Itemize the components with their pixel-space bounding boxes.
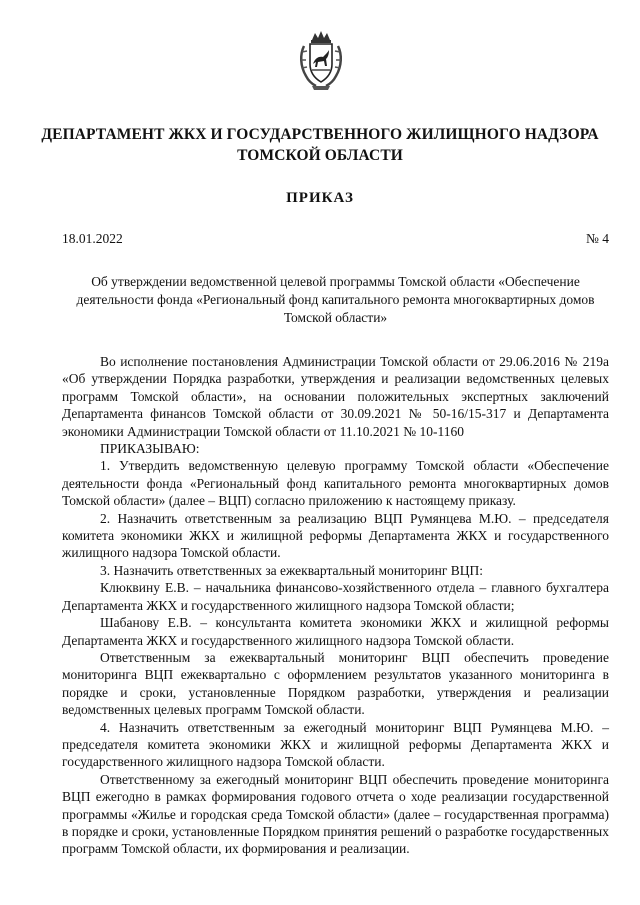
paragraph: 2. Назначить ответственным за реализацию ВЦП Румянцева М.Ю. – председателя комитета экономики ЖКХ и жилищной реформы Департамента ЖКХ и государственного жилищного надзора Томской области. (62, 510, 609, 561)
order-body (62, 353, 609, 858)
department-title: ДЕПАРТАМЕНТ ЖКХ И ГОСУДАРСТВЕННОГО ЖИЛИЩНОГО НАДЗОРА ТОМСКОЙ ОБЛАСТИ (41, 126, 599, 164)
order-number: № 4 (585, 231, 609, 246)
order-subject: Об утверждении ведомственной целевой программы Томской области «Обеспечение деятельности фонда «Региональный фонд капитального ремонта многоквартирных домов Томской области» (76, 274, 595, 325)
paragraph: Шабанову Е.В. – консультанта комитета экономики ЖКХ и жилищной реформы Департамента ЖКХ и государственного жилищного надзора Томской области. (62, 615, 609, 648)
paragraph: 3. Назначить ответственных за ежеквартальный мониторинг ВЦП: (100, 562, 484, 578)
paragraph: ПРИКАЗЫВАЮ: (100, 441, 200, 457)
coat-of-arms-icon (298, 30, 344, 92)
paragraph: Во исполнение постановления Администрации Томской области от 29.06.2016 № 219а «Об утверждении Порядка разработки, утверждения и реализации ведомственных целевых программ Томской области», на основании положительных экспертных заключений Департамента финансов Томской области от 30.09.2021 № 50-16/15-317 и Департамента экономики Администрации Томской области от 11.10.2021 № 10-1160 (62, 354, 609, 439)
paragraph: 4. Назначить ответственным за ежегодный мониторинг ВЦП Румянцева М.Ю. – председателя комитета экономики ЖКХ и жилищной реформы Департамента ЖКХ и государственного жилищного надзора Томской области. (62, 719, 609, 770)
paragraph: Ответственному за ежегодный мониторинг ВЦП обеспечить проведение мониторинга ВЦП ежегодно в рамках формирования годового отчета о ходе реализации государственной программы «Жилье и городская среда Томской области» (далее – государственная программа) в порядке и сроки, установленные Порядком принятия решений о разработке государственных программ Томской области, их формирования и реализации. (62, 771, 609, 857)
paragraph: 1. Утвердить ведомственную целевую программу Томской области «Обеспечение деятельности фонда «Региональный фонд капитального ремонта многоквартирных домов Томской области» (далее – ВЦП) согласно приложению к настоящему приказу. (62, 458, 609, 509)
paragraph: Ответственным за ежеквартальный мониторинг ВЦП обеспечить проведение мониторинга ВЦП ежеквартально с оформлением результатов указанного мониторинга в порядке и сроки, установленные Порядком разработки, утверждения и реализации ведомственных целевых программ Томской области. (62, 649, 609, 718)
paragraph: Клюквину Е.В. – начальника финансово-хозяйственного отдела – главного бухгалтера Департамента ЖКХ и государственного жилищного надзора Томской области; (62, 580, 609, 613)
document-type: ПРИКАЗ (286, 190, 354, 206)
order-date: 18.01.2022 (62, 231, 123, 246)
